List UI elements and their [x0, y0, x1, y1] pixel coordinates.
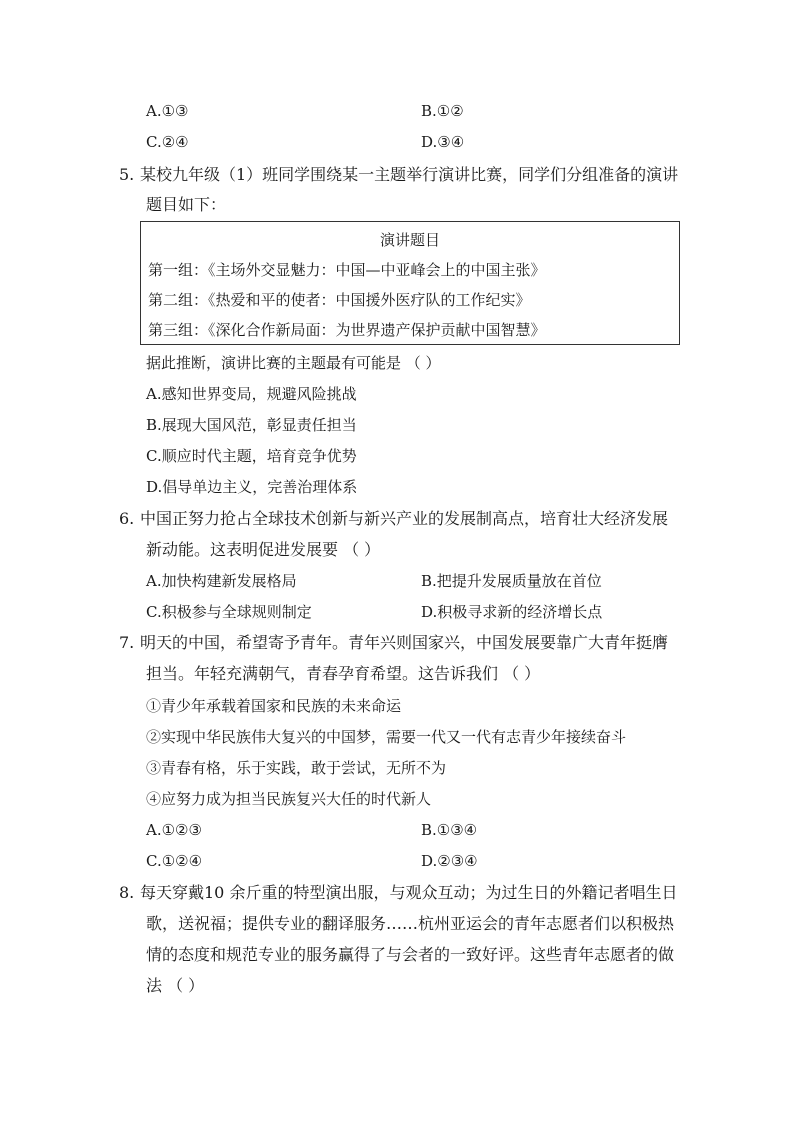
- q6-stem-line2: 新动能。这表明促进发展要 （ ）: [146, 540, 381, 559]
- q6-option-c: C.积极参与全球规则制定: [146, 603, 312, 621]
- speech-topic-group3: 第三组：《深化合作新局面：为世界遗产保护贡献中国智慧》: [148, 321, 546, 339]
- speech-topic-group1: 第一组：《主场外交显魅力：中国—中亚峰会上的中国主张》: [148, 261, 546, 279]
- prev-option-d: D.③④: [421, 133, 465, 151]
- q6-option-a: A.加快构建新发展格局: [146, 572, 297, 590]
- q8-number: 8.: [119, 883, 135, 902]
- q8-stem-line1: 每天穿戴10 余斤重的特型演出服，与观众互动；为过生日的外籍记者唱生日: [140, 883, 678, 902]
- prev-option-a: A.①③: [146, 102, 189, 120]
- q6-number: 6.: [119, 509, 135, 528]
- q5-option-b: B.展现大国风范，彰显责任担当: [146, 416, 357, 434]
- speech-topics-title: 演讲题目: [379, 231, 440, 249]
- prev-option-b: B.①②: [421, 102, 464, 120]
- q7-stem-line2: 担当。年轻充满朝气，青春孕育希望。这告诉我们 （ ）: [146, 664, 541, 683]
- q5-option-c: C.顺应时代主题，培育竞争优势: [146, 447, 357, 465]
- speech-topic-group2: 第二组：《热爱和平的使者：中国援外医疗队的工作纪实》: [148, 291, 531, 309]
- q7-option-c: C.①②④: [146, 852, 203, 870]
- q5-number: 5.: [119, 165, 135, 184]
- q6-option-d: D.积极寻求新的经济增长点: [421, 603, 603, 621]
- q7-statement-1: ①青少年承载着国家和民族的未来命运: [146, 697, 402, 715]
- q5-stem-line1: 某校九年级（1）班同学围绕某一主题举行演讲比赛，同学们分组准备的演讲: [140, 165, 679, 184]
- q5-question: 据此推断，演讲比赛的主题最有可能是 （ ）: [146, 354, 441, 372]
- q6-stem-line1: 中国正努力抢占全球技术创新与新兴产业的发展制高点，培育壮大经济发展: [140, 509, 669, 528]
- q7-statement-2: ②实现中华民族伟大复兴的中国梦，需要一代又一代有志青少年接续奋斗: [146, 728, 627, 746]
- q7-number: 7.: [119, 633, 135, 652]
- q7-statement-3: ③青春有格，乐于实践，敢于尝试，无所不为: [146, 759, 447, 777]
- q5-option-a: A.感知世界变局，规避风险挑战: [146, 385, 357, 403]
- q7-option-d: D.②③④: [421, 852, 478, 870]
- q8-stem-line2: 歌，送祝福；提供专业的翻译服务……杭州亚运会的青年志愿者们以积极热: [146, 914, 675, 933]
- q7-option-b: B.①③④: [421, 821, 478, 839]
- q7-statement-4: ④应努力成为担当民族复兴大任的时代新人: [146, 790, 432, 808]
- q6-option-b: B.把提升发展质量放在首位: [421, 572, 602, 590]
- speech-topics-table: [140, 221, 680, 345]
- q5-stem-line2: 题目如下：: [146, 195, 227, 214]
- q7-stem-line1: 明天的中国，希望寄予青年。青年兴则国家兴，中国发展要靠广大青年挺膺: [140, 633, 669, 652]
- q8-stem-line4: 法 （ ）: [146, 976, 205, 995]
- prev-option-c: C.②④: [146, 133, 189, 151]
- q8-stem-line3: 情的态度和规范专业的服务赢得了与会者的一致好评。这些青年志愿者的做: [146, 945, 675, 964]
- q5-option-d: D.倡导单边主义，完善治理体系: [146, 478, 358, 496]
- q7-option-a: A.①②③: [146, 821, 202, 839]
